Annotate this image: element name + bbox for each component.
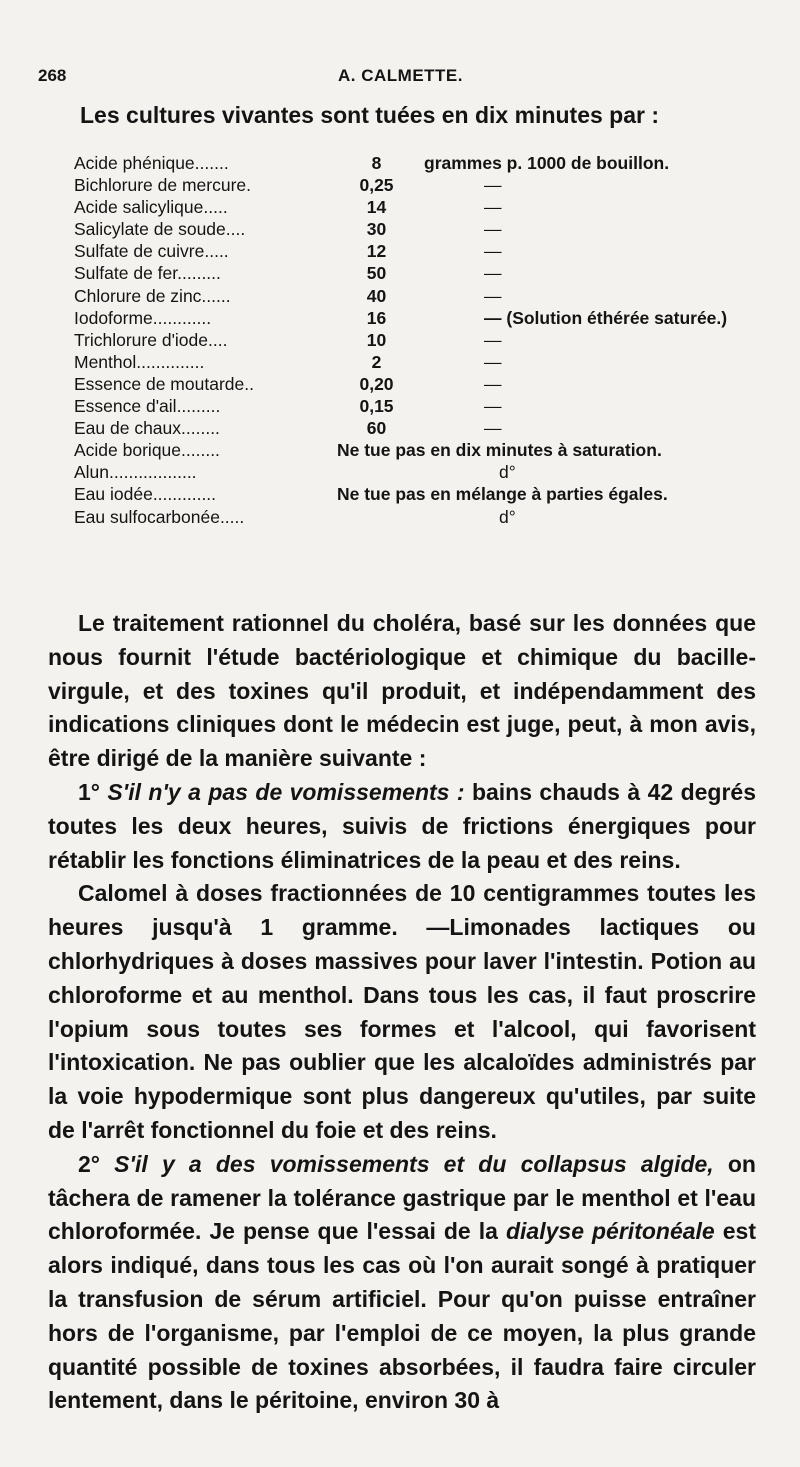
remark-cell: Ne tue pas en mélange à parties égales. — [337, 484, 668, 505]
table-row — [74, 218, 727, 240]
intro-sentence: Les cultures vivantes sont tuées en dix minutes par : — [80, 102, 660, 128]
table-row — [74, 439, 727, 461]
amount-cell: 0,20 — [359, 373, 394, 394]
amount-cell: 0,25 — [359, 175, 394, 196]
case-heading: S'il y a des vomissements et du collapsus algide, — [114, 1150, 714, 1177]
table-row — [74, 395, 727, 417]
table-row — [74, 152, 727, 174]
substance-cell: Chlorure de zinc...... — [74, 285, 231, 306]
paragraph-text: on tâchera de ramener la tolérance gastrique par le menthol et l'eau chloroformée. Je pense que l'essai de la — [48, 1150, 756, 1245]
note-cell: grammes p. 1000 de bouillon. — [424, 153, 670, 173]
note-cell: — — [484, 241, 502, 262]
paragraph-text: bains chauds à 42 degrés toutes les deux heures, suivis de frictions énergiques pour rétablir les fonctions éliminatrices de la peau et des reins. — [48, 778, 756, 873]
running-head-author: A. CALMETTE. — [338, 66, 463, 85]
table-row — [74, 351, 727, 373]
emphasis-term: dialyse péritonéale — [505, 1218, 715, 1245]
amount-cell: 2 — [371, 351, 382, 372]
table-row — [74, 506, 727, 528]
substance-cell: Eau sulfocarbonée..... — [74, 506, 245, 527]
body-text — [48, 607, 756, 1418]
table-row — [74, 417, 727, 439]
ditto-cell: d° — [499, 462, 516, 483]
table-row — [74, 240, 727, 262]
note-cell: — — [484, 285, 502, 306]
antiseptic-table — [74, 152, 727, 528]
note-cell: — — [484, 396, 502, 417]
substance-cell: Acide phénique....... — [74, 153, 229, 173]
paragraph-text: est alors indiqué, dans tous les cas où l'on aurait songé à pratiquer la transfusion de sérum artificiel. Pour qu'on puisse entraîner hors de l'organisme, par l'emploi de ce moyen, la plus grande quantité possible de toxines absorbées, il faudra faire circuler lentement, dans le péritoine, environ 30 à — [48, 1218, 756, 1414]
note-cell: — — [484, 329, 502, 350]
table-row — [74, 461, 727, 483]
substance-cell: Acide borique........ — [74, 440, 220, 461]
note-cell: — — [484, 219, 502, 240]
amount-cell: 30 — [366, 219, 387, 240]
table-row — [74, 285, 727, 307]
remark-cell: Ne tue pas en dix minutes à saturation. — [337, 440, 662, 461]
amount-cell: 16 — [366, 307, 387, 328]
note-cell: — — [484, 263, 502, 284]
substance-cell: Iodoforme............ — [74, 307, 212, 328]
table-row — [74, 483, 727, 505]
substance-cell: Alun.................. — [74, 462, 197, 483]
substance-cell: Essence d'ail......... — [74, 396, 221, 417]
table-row — [74, 174, 727, 196]
substance-cell: Trichlorure d'iode.... — [74, 329, 228, 350]
substance-cell: Sulfate de cuivre..... — [74, 241, 229, 262]
paragraph-treatment-intro: Le traitement rationnel du choléra, basé sur les données que nous fournit l'étude bactériologique et chimique du bacille-virgule, et des toxines qu'il produit, et indépendamment des indications cliniques dont le médecin est juge, peut, à mon avis, être dirigé de la manière suivante : — [48, 610, 756, 772]
amount-cell: 60 — [366, 418, 387, 439]
amount-cell: 10 — [366, 329, 387, 350]
substance-cell: Bichlorure de mercure. — [74, 175, 252, 196]
paragraph-calomel: Calomel à doses fractionnées de 10 centigrammes toutes les heures jusqu'à 1 gramme. —Limonades lactiques ou chlorhydriques à doses massives pour laver l'intestin. Potion au chloroforme et au menthol. Dans tous les cas, il faut proscrire l'opium sous toutes ses formes et l'alcool, qui favorisent l'intoxication. Ne pas oublier que les alcaloïdes administrés par la voie hypodermique sont plus dangereux qu'utiles, par suite de l'arrêt fonctionnel du foie et des reins. — [48, 880, 756, 1143]
paragraph-no-vomiting — [48, 776, 756, 877]
note-cell: — — [484, 175, 502, 196]
list-number: 1° — [78, 778, 108, 805]
case-heading: S'il n'y a pas de vomissements : — [107, 778, 465, 805]
list-number: 2° — [78, 1150, 115, 1177]
ditto-cell: d° — [499, 506, 516, 527]
substance-cell: Eau de chaux........ — [74, 418, 220, 439]
amount-cell: 40 — [366, 285, 387, 306]
note-cell: — — [484, 418, 502, 439]
amount-cell: 12 — [366, 241, 387, 262]
amount-cell: 50 — [366, 263, 387, 284]
page-number: 268 — [38, 66, 67, 85]
substance-cell: Essence de moutarde.. — [74, 373, 254, 394]
note-cell: — (Solution éthérée saturée.) — [484, 307, 728, 328]
amount-cell: 14 — [366, 197, 387, 218]
note-cell: — — [484, 197, 502, 218]
table-row — [74, 373, 727, 395]
substance-cell: Eau iodée............. — [74, 484, 217, 505]
running-header — [38, 66, 758, 94]
table-row — [74, 262, 727, 284]
note-cell: — — [484, 373, 502, 394]
note-cell: — — [484, 351, 502, 372]
table-row — [74, 196, 727, 218]
substance-cell: Sulfate de fer......... — [74, 263, 221, 284]
substance-cell: Salicylate de soude.... — [74, 219, 246, 240]
table-row — [74, 329, 727, 351]
amount-cell: 8 — [371, 153, 382, 173]
table-row — [74, 307, 727, 329]
amount-cell: 0,15 — [359, 396, 394, 417]
substance-cell: Acide salicylique..... — [74, 197, 228, 218]
substance-cell: Menthol.............. — [74, 351, 205, 372]
paragraph-vomiting — [48, 1148, 756, 1418]
